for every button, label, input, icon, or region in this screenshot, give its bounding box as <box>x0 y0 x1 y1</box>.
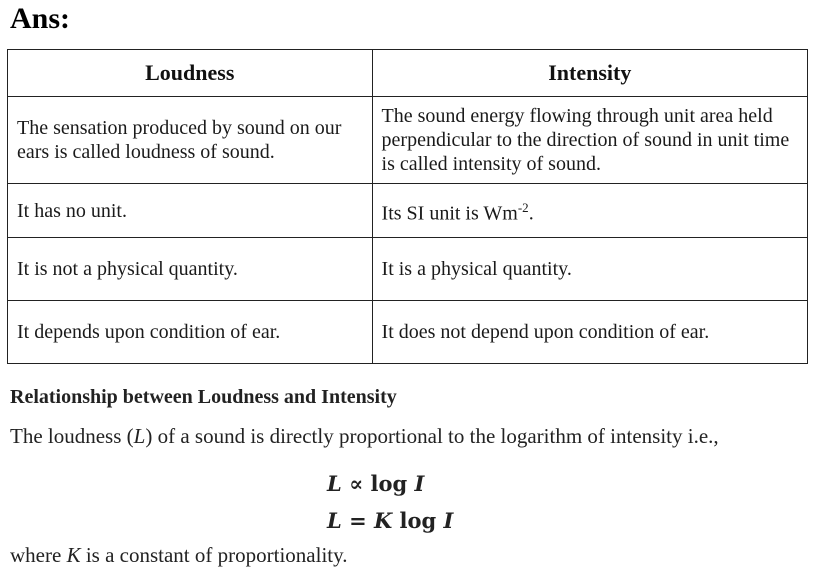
intensity-cell: It is a physical quantity. <box>372 238 807 301</box>
answer-title: Ans: <box>10 2 71 35</box>
unit-exponent: -2 <box>517 199 529 215</box>
text-part: where <box>10 543 67 567</box>
intensity-cell: The sound energy flowing through unit area held perpendicular to the direction of sound in unit time is called intensity of sound. <box>372 97 807 184</box>
comparison-table <box>7 49 808 364</box>
header-loudness: Loudness <box>8 50 373 97</box>
equation-proportional <box>327 471 424 496</box>
eq-rhs: I <box>443 508 454 533</box>
header-intensity: Intensity <box>372 50 807 97</box>
intensity-cell <box>372 184 807 238</box>
text-part: The loudness ( <box>10 424 134 448</box>
table-row <box>8 184 808 238</box>
eq-op: log <box>392 508 444 533</box>
table-header-row <box>8 50 808 97</box>
relationship-heading: Relationship between Loudness and Intensity <box>10 386 397 408</box>
variable-k: K <box>66 543 81 567</box>
relationship-text <box>10 424 719 449</box>
unit-suffix: . <box>528 202 534 225</box>
intensity-cell: It does not depend upon condition of ear. <box>372 301 807 364</box>
closing-text <box>10 543 348 568</box>
variable-l: L <box>133 424 146 448</box>
equation-constant <box>327 508 453 533</box>
loudness-cell: It depends upon condition of ear. <box>8 301 373 364</box>
text-part: is a constant of proportionality. <box>80 543 348 567</box>
eq-op: ∝ log <box>341 471 415 496</box>
eq-constant: K <box>373 508 393 533</box>
table-row <box>8 97 808 184</box>
unit-text: Its SI unit is Wm <box>381 202 518 225</box>
eq-rhs: I <box>414 471 425 496</box>
text-part: ) of a sound is directly proportional to the logarithm of intensity i.e., <box>145 424 719 448</box>
table-row <box>8 301 808 364</box>
eq-lhs: L <box>327 508 342 533</box>
table-row <box>8 238 808 301</box>
loudness-cell: It has no unit. <box>8 184 373 238</box>
loudness-cell: The sensation produced by sound on our ears is called loudness of sound. <box>8 97 373 184</box>
eq-lhs: L <box>327 471 342 496</box>
loudness-cell: It is not a physical quantity. <box>8 238 373 301</box>
eq-op: = <box>341 508 374 533</box>
